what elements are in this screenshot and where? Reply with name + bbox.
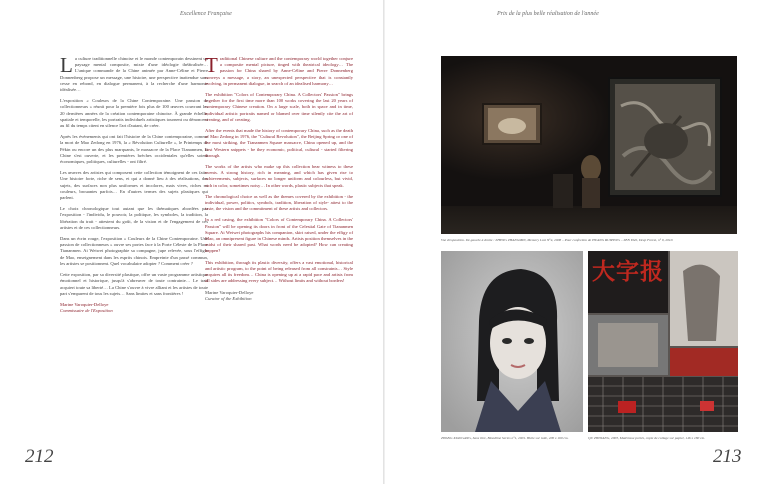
main-photo-caption: Vue d'exposition. De gauche à droite : ZHENG ZHANGMIN, Memory Lost N°4, 2008 – Pour confection de HUANG RUIPENG – ZEN YAO, Deep Forest, n° 9, 2010.: [441, 238, 674, 242]
french-paragraph: Après les événements qui ont fait l'histoire de la Chine contemporaine, comme la mort de Mao Zedong en 1976, la « Révolution Culturelle », le Printemps de Pékin ou encore un des plus marquants, le massacre de la Place Tiananmen, la Chine s'est ouverte, et les premières brèches occidentales qu'elles soient économiques, politiques, culturelles - ont filtré.: [60, 134, 208, 165]
exhibition-view-photo: [441, 56, 737, 234]
english-paragraph: The chronological choice as well as the themes covered by the exhibition - the individual, power, politics, symbols, tradition, liberation of style- attest to the taste, the vision and the commitment of these artists and collectors.: [205, 193, 353, 212]
french-paragraph: Le choix chronologique tout autant que les thématiques abordées par l'exposition - l'individu, le pouvoir, la politique, les symboles, la tradition, la libération du trait - attestent du goût, de la vision et de l'engagement de ces artistes et de ces collectionneurs.: [60, 206, 208, 230]
portrait-caption: ZHANG XIAOGANG, Sans titre, Bloodline Series n°1, 2001. Huile sur toile, 200 x 160 cm.: [441, 436, 569, 440]
portrait-painting-photo: [441, 251, 583, 432]
french-text-column: [60, 53, 208, 314]
english-paragraph: In a red casing, the exhibition "Colors of Contemporary China. A Collectors' Passion" will be opening its doors in front of the Celestial Gate of Tiananmen Square. Ai Weiwei photographs his companion, skirt raised, under the effigy of Mao, an omnipresent figure in Chinese minds. Artists position themselves in the midst of their shared past. What words need be adopted? How can creating happen?: [205, 217, 353, 254]
english-paragraph: The works of the artists who make up this collection bear witness to these events. A strong history, rich in meaning, and which has given rise to achievements, subjects, surfaces no longer uniform and colourless, but vivid, rich in color, sometimes noisy… In other words, plastic subjects that speak.: [205, 164, 353, 188]
running-header-right: Prix de la plus belle réalisation de l'année: [497, 11, 599, 17]
french-paragraph: La culture traditionnelle chinoise et le monde contemporain dessinent un paysage mental composite, mixte d'une idéologie théâtralisée… L'unique commande de la Chine animée par Anne-Céline et Pierre Donnenberg propose un message, une histoire, une perspective inattendue sans cesse en rebond, en dialogue permanent, à la recherche d'une harmonie idéalisée…: [60, 53, 208, 93]
english-paragraph: After the events that made the history of contemporary China, such as the death of Mao Zedong in 1976, the "Cultural Revolution", the Beijing Spring or one of the most striking, the Tiananmen Square massacre, China opened up, and the first Western snippets - be they economic, political, cultural - started filtering through.: [205, 128, 353, 158]
english-paragraph: The exhibition "Colors of Contemporary China. A Collectors' Passion" brings together for the first time more than 100 works covering the last 20 years of contemporary Chinese creation. On a large scale, both in space and in time, individual artistic portraits named or blamed over time silently cite the art of creating, and of creating.: [205, 92, 353, 122]
center-gutter: [383, 0, 385, 484]
english-paragraph: Traditional Chinese culture and the contemporary world together conjure a composite mental picture, tinged with theatrical ideology… The passion for China shared by Anne-Céline and Pierre Donnenberg conveys a message, a story, an unexpected perspective that is constantly evolving, in permanent dialogue, in search of an idealised harmony…: [205, 53, 353, 86]
signature-name: Marine Varoquier-Delloye: [60, 301, 109, 307]
english-paragraph: This exhibition, through its plastic diversity, offers a vast emotional, historical and artistic program, to the point of being released from all constraints… Style acquires all its freedom… China is opening up at a rapid pace and artists from all sides are addressing every subject… Without limits and without borders!: [205, 259, 353, 284]
signature-role: Curator of the Exhibition: [205, 295, 252, 301]
french-paragraph: Dans un écrin rouge, l'exposition « Couleurs de la Chine Contemporaine. Une passion de collectionneurs » ouvre ses portes face à la Porte Céleste de la Place Tiananmen. Ai Weiwei photographie sa compagne, jupe relevée, sous l'effigie de Mao, enseignement dans les esprits chinois. Empreinte d'un passé commun, les artistes se positionnent. Quel vocabulaire adopter ? Comment créer ?: [60, 236, 208, 266]
collage-caption: QU ZHIJIANG, 2003, Matériaux portés, copie de collage sur papier, 146 x 180 cm.: [588, 436, 706, 440]
english-dropcap: T: [205, 53, 218, 77]
collage-glyphs: 大字报: [592, 259, 664, 285]
exhibition-room-illustration: [441, 56, 737, 234]
portrait-illustration: [441, 251, 583, 432]
french-paragraph: Cette exposition, par sa diversité plastique, offre un vaste programme artistique émotionnel et historique, jusqu'à s'abreuver de toute contrainte… Le trait acquiert toute sa liberté… La Chine s'ouvre à vivre alliant et les artistes de toute part s'emparent de tous les sujets… Sans limites et sans frontières !: [60, 272, 208, 296]
running-header-left: Excellence Française: [180, 11, 232, 17]
signature-role: Commissaire de l'Exposition: [60, 308, 113, 314]
french-paragraph: Les œuvres des artistes qui composent cette collection témoignent de ces faits. Une histoire forte, riche de sens, et qui a donné lieu à des réalisations, des sujets, des surfaces non plus uniformes et incolores, mais vives, riches en couleurs, brouantes parfois… En d'autres termes des sujets plastiques qui parlent.: [60, 170, 208, 201]
signature-name: Marine Varoquier-Delloye: [205, 289, 254, 295]
french-paragraph: L'exposition « Couleurs de la Chine Contemporaine. Une passion de collectionneurs » réunit pour la première fois plus de 100 œuvres couvrant les 20 dernières années de la création contemporaine chinoise. À grande échelle, spatiale et temporelle, les portraits individuels artistiques tournent ou dénoncent au fil du temps citent en silence l'art d'autant, de créer.: [60, 98, 208, 129]
page-number-right: 213: [713, 446, 742, 467]
page-number-left: 212: [25, 446, 54, 467]
english-signature: [205, 290, 353, 302]
english-text-column: [205, 53, 353, 302]
collage-artwork-photo: [588, 251, 738, 432]
french-signature: [60, 302, 208, 314]
french-dropcap: L: [60, 53, 73, 77]
